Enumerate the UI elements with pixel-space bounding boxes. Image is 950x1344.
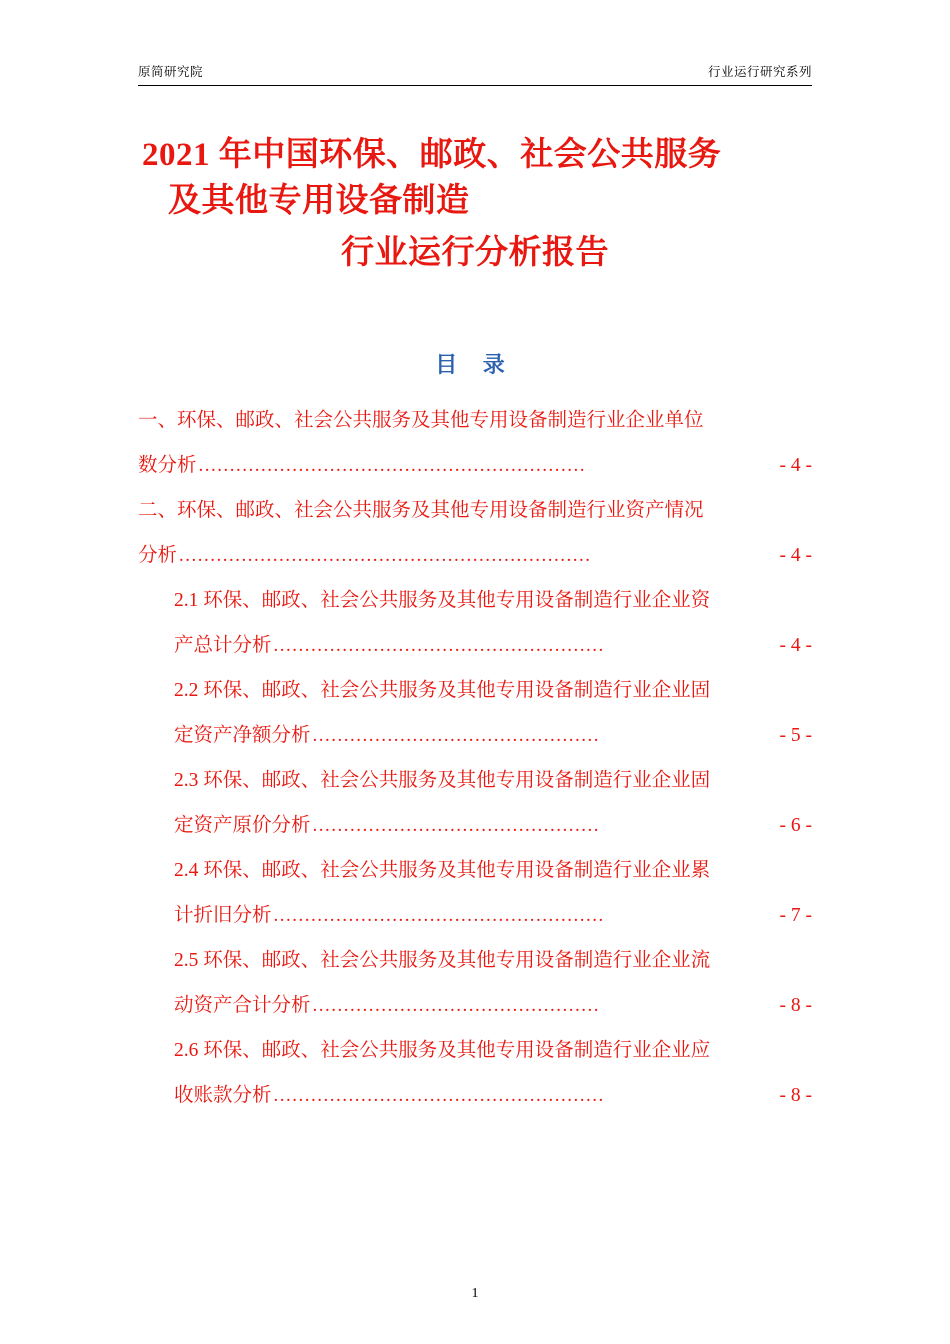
- title-line-3: 行业运行分析报告: [341, 235, 609, 271]
- toc-page-number: - 8 -: [779, 995, 812, 1016]
- toc-item-text-cont: 产总计分析: [174, 635, 272, 656]
- running-header: [138, 62, 812, 86]
- toc-item-text-cont: 分析: [138, 545, 178, 566]
- toc-leader-dots: ..................................................................: [179, 545, 592, 566]
- toc-page-number: - 6 -: [779, 815, 812, 836]
- toc-item-text-cont: 数分析: [138, 455, 197, 476]
- toc-leader-dots: ..............................................................: [198, 455, 587, 476]
- toc-item-text: 2.5 环保、邮政、社会公共服务及其他专用设备制造行业企业流: [174, 950, 711, 971]
- toc-item-text-cont: 收账款分析: [174, 1085, 272, 1106]
- toc-page-number: - 7 -: [779, 905, 812, 926]
- footer-page-number: 1: [471, 1286, 479, 1301]
- toc-leader-dots: ..............................................: [312, 725, 601, 746]
- toc-page-number: - 4 -: [779, 635, 812, 656]
- toc-item-text-cont: 计折旧分析: [174, 905, 272, 926]
- toc-item[interactable]: [138, 758, 812, 848]
- toc-item[interactable]: [138, 578, 812, 668]
- toc-item-text: 2.4 环保、邮政、社会公共服务及其他专用设备制造行业企业累: [174, 860, 711, 881]
- header-series: 行业运行研究系列: [707, 64, 812, 79]
- page-footer: [0, 1286, 950, 1302]
- toc-item-text-cont: 动资产合计分析: [174, 995, 311, 1016]
- toc-item[interactable]: [138, 668, 812, 758]
- toc-leader-dots: .....................................................: [273, 1085, 605, 1106]
- toc-leader-dots: .....................................................: [273, 905, 605, 926]
- toc-item-text: 2.2 环保、邮政、社会公共服务及其他专用设备制造行业企业固: [174, 680, 711, 701]
- toc-item[interactable]: [138, 1028, 812, 1118]
- title-line-2: 及其他专用设备制造: [168, 183, 470, 219]
- toc-page-number: - 4 -: [779, 545, 812, 566]
- toc-item-text: 2.3 环保、邮政、社会公共服务及其他专用设备制造行业企业固: [174, 770, 711, 791]
- toc-item[interactable]: [138, 938, 812, 1028]
- toc-item-text: 2.1 环保、邮政、社会公共服务及其他专用设备制造行业企业资: [174, 590, 711, 611]
- document-title: [138, 132, 812, 276]
- toc-page-number: - 8 -: [779, 1085, 812, 1106]
- toc-heading: 目 录: [435, 352, 515, 377]
- title-line-1: 2021 年中国环保、邮政、社会公共服务: [142, 137, 722, 173]
- toc-leader-dots: ..............................................: [312, 815, 601, 836]
- toc-item-text-cont: 定资产原价分析: [174, 815, 311, 836]
- toc-page-number: - 4 -: [779, 455, 812, 476]
- toc-item[interactable]: [138, 488, 812, 578]
- toc-item[interactable]: [138, 848, 812, 938]
- toc-item-text: 一、环保、邮政、社会公共服务及其他专用设备制造行业企业单位: [138, 410, 704, 431]
- toc-item-text: 二、环保、邮政、社会公共服务及其他专用设备制造行业资产情况: [138, 500, 704, 521]
- toc-item[interactable]: [138, 398, 812, 488]
- toc-leader-dots: ..............................................: [312, 995, 601, 1016]
- toc-page-number: - 5 -: [779, 725, 812, 746]
- header-institution: 原简研究院: [138, 64, 204, 79]
- toc-leader-dots: .....................................................: [273, 635, 605, 656]
- toc-item-text: 2.6 环保、邮政、社会公共服务及其他专用设备制造行业企业应: [174, 1040, 711, 1061]
- table-of-contents: [138, 398, 812, 1118]
- toc-item-text-cont: 定资产净额分析: [174, 725, 311, 746]
